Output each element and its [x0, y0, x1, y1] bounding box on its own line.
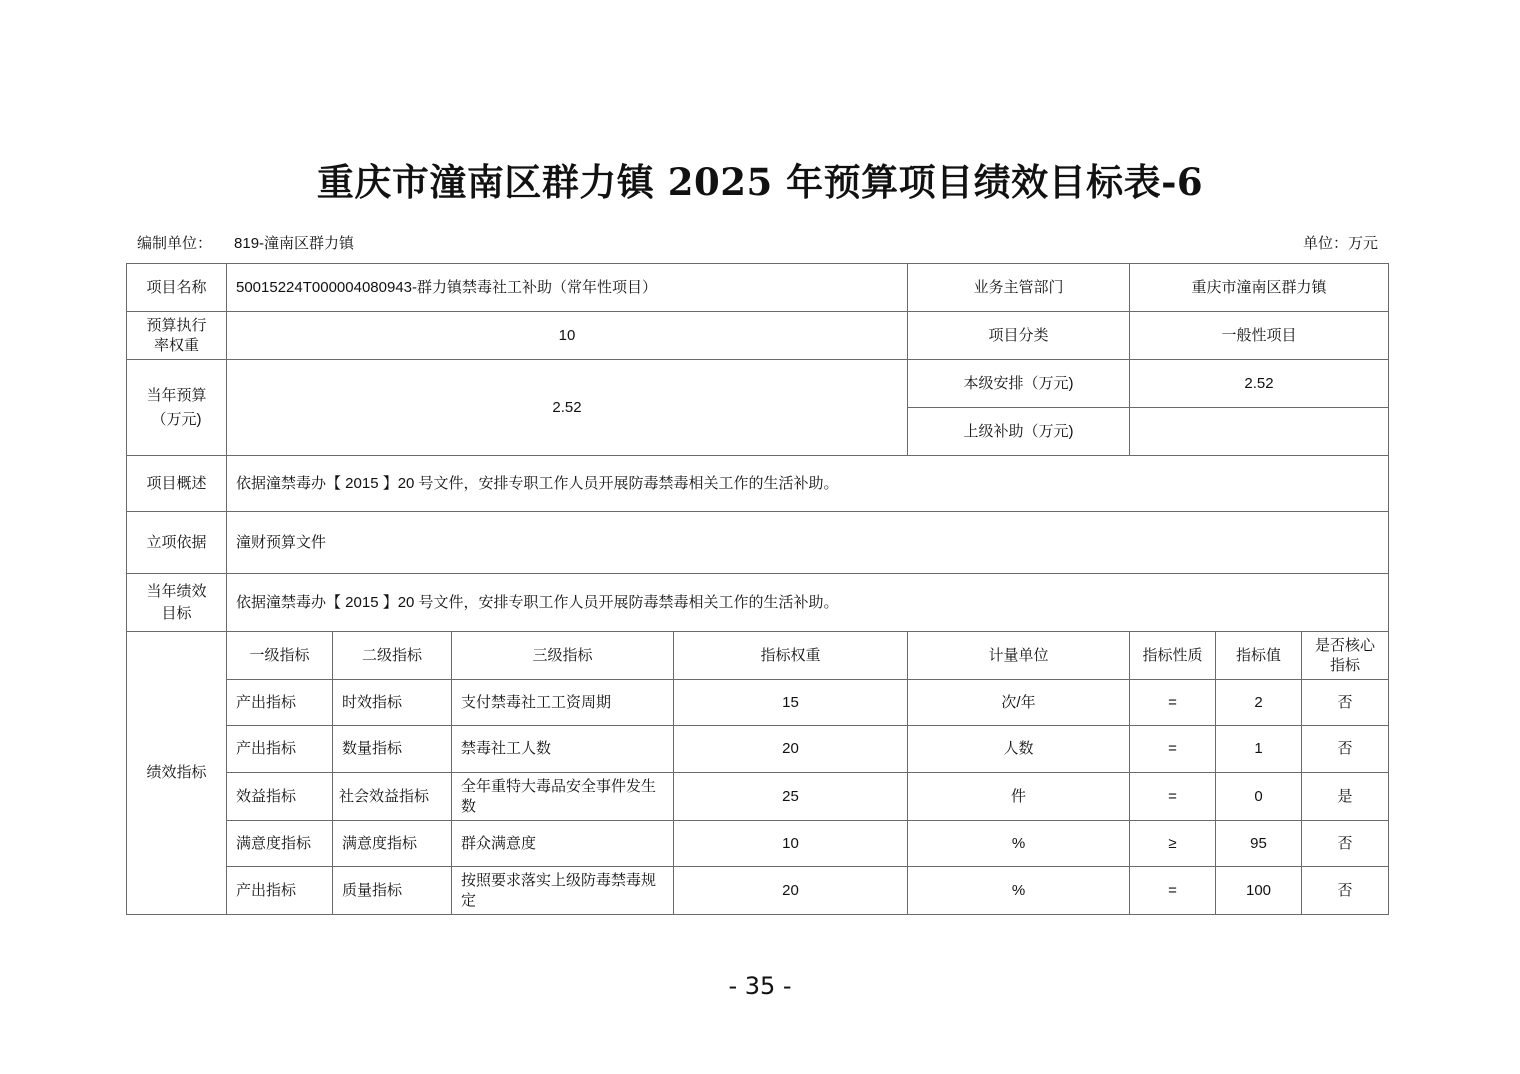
table-row [127, 773, 1389, 821]
budget-label: 当年预算（万元) [127, 360, 227, 456]
budget-total: 2.52 [227, 360, 908, 456]
local-budget-value: 2.52 [1130, 360, 1389, 408]
level1: 产出指标 [227, 726, 333, 773]
col-header-nature: 指标性质 [1130, 632, 1216, 680]
nature: ≥ [1130, 821, 1216, 867]
compiling-unit [137, 232, 354, 253]
performance-target-table [126, 263, 1389, 915]
compiling-unit-label: 编制单位： [137, 235, 213, 252]
nature: = [1130, 726, 1216, 773]
unit: 人数 [908, 726, 1130, 773]
col-header-core: 是否核心指标 [1302, 632, 1389, 680]
level2: 时效指标 [333, 680, 452, 726]
unit: % [908, 821, 1130, 867]
category-value: 一般性项目 [1130, 312, 1389, 360]
upper-subsidy-label: 上级补助（万元) [908, 408, 1130, 456]
level2: 质量指标 [333, 867, 452, 915]
dept-value: 重庆市潼南区群力镇 [1130, 264, 1389, 312]
nature: = [1130, 680, 1216, 726]
exec-weight-label: 预算执行率权重 [127, 312, 227, 360]
level1: 满意度指标 [227, 821, 333, 867]
weight: 20 [674, 726, 908, 773]
compiling-unit-value: 819-潼南区群力镇 [234, 235, 355, 252]
weight: 25 [674, 773, 908, 821]
value: 2 [1216, 680, 1302, 726]
core: 否 [1302, 867, 1389, 915]
unit: % [908, 867, 1130, 915]
col-header-level1: 一级指标 [227, 632, 333, 680]
page-number: - 35 - [728, 972, 792, 1000]
weight: 10 [674, 821, 908, 867]
value: 95 [1216, 821, 1302, 867]
col-header-value: 指标值 [1216, 632, 1302, 680]
table-row [127, 680, 1389, 726]
page-title: 重庆市潼南区群力镇 2025 年预算项目绩效目标表-6 [316, 160, 1204, 204]
value: 0 [1216, 773, 1302, 821]
level3: 群众满意度 [452, 821, 674, 867]
overview-text: 依据潼禁毒办【 2015 】20 号文件，安排专职工作人员开展防毒禁毒相关工作的生活补助。 [227, 456, 1389, 512]
value: 100 [1216, 867, 1302, 915]
col-header-level3: 三级指标 [452, 632, 674, 680]
goal-text: 依据潼禁毒办【 2015 】20 号文件，安排专职工作人员开展防毒禁毒相关工作的生活补助。 [227, 574, 1389, 632]
table-row [127, 821, 1389, 867]
weight: 20 [674, 867, 908, 915]
col-header-unit: 计量单位 [908, 632, 1130, 680]
table-row [127, 867, 1389, 915]
nature: = [1130, 773, 1216, 821]
core: 是 [1302, 773, 1389, 821]
local-budget-label: 本级安排（万元) [908, 360, 1130, 408]
core: 否 [1302, 680, 1389, 726]
core: 否 [1302, 726, 1389, 773]
weight: 15 [674, 680, 908, 726]
overview-label: 项目概述 [127, 456, 227, 512]
level3: 全年重特大毒品安全事件发生数 [452, 773, 674, 821]
level1: 产出指标 [227, 680, 333, 726]
level2: 数量指标 [333, 726, 452, 773]
indicators-section-label: 绩效指标 [127, 632, 227, 915]
project-name-label: 项目名称 [127, 264, 227, 312]
exec-weight-value: 10 [227, 312, 908, 360]
goal-label: 当年绩效目标 [127, 574, 227, 632]
col-header-weight: 指标权重 [674, 632, 908, 680]
basis-label: 立项依据 [127, 512, 227, 574]
unit: 件 [908, 773, 1130, 821]
level2: 社会效益指标 [333, 773, 452, 821]
level3: 禁毒社工人数 [452, 726, 674, 773]
basis-text: 潼财预算文件 [227, 512, 1389, 574]
level3: 支付禁毒社工工资周期 [452, 680, 674, 726]
level2: 满意度指标 [333, 821, 452, 867]
col-header-level2: 二级指标 [333, 632, 452, 680]
indicator-header-row [127, 632, 1389, 680]
level3: 按照要求落实上级防毒禁毒规定 [452, 867, 674, 915]
upper-subsidy-value [1130, 408, 1389, 456]
value: 1 [1216, 726, 1302, 773]
nature: = [1130, 867, 1216, 915]
level1: 效益指标 [227, 773, 333, 821]
dept-label: 业务主管部门 [908, 264, 1130, 312]
core: 否 [1302, 821, 1389, 867]
project-name: 50015224T000004080943-群力镇禁毒社工补助（常年性项目） [227, 264, 908, 312]
unit: 次/年 [908, 680, 1130, 726]
category-label: 项目分类 [908, 312, 1130, 360]
currency-unit: 单位：万元 [1302, 235, 1378, 252]
level1: 产出指标 [227, 867, 333, 915]
table-row [127, 726, 1389, 773]
